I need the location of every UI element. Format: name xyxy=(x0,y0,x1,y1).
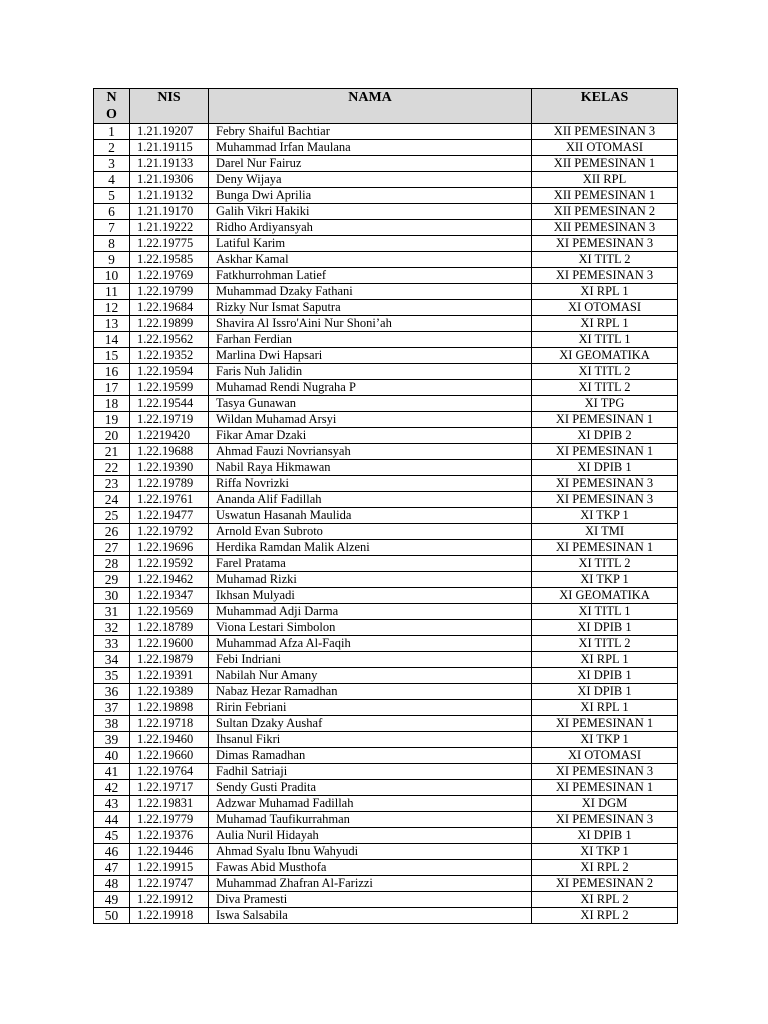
table-row xyxy=(94,140,678,156)
row-nis: 1.21.19222 xyxy=(130,220,209,236)
table-row xyxy=(94,396,678,412)
row-number: 22 xyxy=(94,460,130,476)
row-nama: Riffa Novrizki xyxy=(209,476,532,492)
row-number: 38 xyxy=(94,716,130,732)
row-kelas: XI PEMESINAN 3 xyxy=(532,236,678,252)
row-nama: Ririn Febriani xyxy=(209,700,532,716)
row-nis: 1.22.19879 xyxy=(130,652,209,668)
row-kelas: XII PEMESINAN 2 xyxy=(532,204,678,220)
row-kelas: XI TITL 2 xyxy=(532,364,678,380)
row-kelas: XII PEMESINAN 1 xyxy=(532,156,678,172)
row-kelas: XI TMI xyxy=(532,524,678,540)
row-nis: 1.21.19133 xyxy=(130,156,209,172)
row-nama: Nabilah Nur Amany xyxy=(209,668,532,684)
table-row xyxy=(94,284,678,300)
row-number: 12 xyxy=(94,300,130,316)
row-nama: Bunga Dwi Aprilia xyxy=(209,188,532,204)
table-row xyxy=(94,316,678,332)
row-kelas: XI DPIB 2 xyxy=(532,428,678,444)
row-kelas: XI PEMESINAN 1 xyxy=(532,716,678,732)
row-nis: 1.22.19769 xyxy=(130,268,209,284)
row-nama: Febry Shaiful Bachtiar xyxy=(209,124,532,140)
row-nama: Tasya Gunawan xyxy=(209,396,532,412)
table-row xyxy=(94,364,678,380)
row-kelas: XI RPL 2 xyxy=(532,860,678,876)
row-number: 21 xyxy=(94,444,130,460)
row-nis: 1.22.19789 xyxy=(130,476,209,492)
row-nis: 1.21.19170 xyxy=(130,204,209,220)
row-nis: 1.22.19446 xyxy=(130,844,209,860)
row-kelas: XI RPL 2 xyxy=(532,892,678,908)
row-number: 17 xyxy=(94,380,130,396)
row-nama: Dimas Ramadhan xyxy=(209,748,532,764)
table-row xyxy=(94,620,678,636)
table-row xyxy=(94,508,678,524)
row-kelas: XI DPIB 1 xyxy=(532,668,678,684)
row-nama: Darel Nur Fairuz xyxy=(209,156,532,172)
row-nis: 1.21.19207 xyxy=(130,124,209,140)
table-row xyxy=(94,908,678,924)
row-kelas: XI DGM xyxy=(532,796,678,812)
row-number: 15 xyxy=(94,348,130,364)
row-nis: 1.22.19600 xyxy=(130,636,209,652)
row-number: 27 xyxy=(94,540,130,556)
row-nama: Muhammad Dzaky Fathani xyxy=(209,284,532,300)
row-kelas: XII PEMESINAN 3 xyxy=(532,220,678,236)
row-nis: 1.2219420 xyxy=(130,428,209,444)
row-kelas: XI TITL 1 xyxy=(532,604,678,620)
row-nis: 1.22.19390 xyxy=(130,460,209,476)
row-nama: Nabaz Hezar Ramadhan xyxy=(209,684,532,700)
row-number: 50 xyxy=(94,908,130,924)
row-nis: 1.22.19376 xyxy=(130,828,209,844)
row-kelas: XI TITL 2 xyxy=(532,252,678,268)
row-kelas: XII OTOMASI xyxy=(532,140,678,156)
row-nama: Arnold Evan Subroto xyxy=(209,524,532,540)
table-row xyxy=(94,796,678,812)
row-number: 23 xyxy=(94,476,130,492)
row-nama: Ikhsan Mulyadi xyxy=(209,588,532,604)
row-nis: 1.22.19899 xyxy=(130,316,209,332)
row-number: 20 xyxy=(94,428,130,444)
table-row xyxy=(94,444,678,460)
row-nama: Fikar Amar Dzaki xyxy=(209,428,532,444)
row-number: 36 xyxy=(94,684,130,700)
row-number: 4 xyxy=(94,172,130,188)
table-row xyxy=(94,300,678,316)
row-kelas: XI PEMESINAN 1 xyxy=(532,540,678,556)
row-number: 40 xyxy=(94,748,130,764)
row-nis: 1.22.19389 xyxy=(130,684,209,700)
table-row xyxy=(94,556,678,572)
table-row xyxy=(94,652,678,668)
row-nis: 1.21.19306 xyxy=(130,172,209,188)
row-nis: 1.22.19599 xyxy=(130,380,209,396)
row-kelas: XI OTOMASI xyxy=(532,748,678,764)
row-kelas: XI DPIB 1 xyxy=(532,684,678,700)
row-number: 49 xyxy=(94,892,130,908)
row-nama: Askhar Kamal xyxy=(209,252,532,268)
table-row xyxy=(94,492,678,508)
row-nis: 1.22.19696 xyxy=(130,540,209,556)
row-nis: 1.22.19918 xyxy=(130,908,209,924)
row-nis: 1.22.19761 xyxy=(130,492,209,508)
row-nis: 1.22.19718 xyxy=(130,716,209,732)
row-nis: 1.22.19764 xyxy=(130,764,209,780)
row-nis: 1.22.19747 xyxy=(130,876,209,892)
row-nis: 1.22.19544 xyxy=(130,396,209,412)
row-number: 33 xyxy=(94,636,130,652)
table-row xyxy=(94,668,678,684)
row-nis: 1.22.19915 xyxy=(130,860,209,876)
row-nis: 1.22.19792 xyxy=(130,524,209,540)
row-number: 9 xyxy=(94,252,130,268)
row-nis: 1.22.19391 xyxy=(130,668,209,684)
row-number: 30 xyxy=(94,588,130,604)
row-nama: Fatkhurrohman Latief xyxy=(209,268,532,284)
row-nama: Adzwar Muhamad Fadillah xyxy=(209,796,532,812)
row-nis: 1.21.19132 xyxy=(130,188,209,204)
row-number: 24 xyxy=(94,492,130,508)
table-row xyxy=(94,876,678,892)
row-number: 1 xyxy=(94,124,130,140)
row-kelas: XI PEMESINAN 1 xyxy=(532,444,678,460)
student-table xyxy=(93,88,678,924)
row-nama: Ahmad Syalu Ibnu Wahyudi xyxy=(209,844,532,860)
row-nama: Aulia Nuril Hidayah xyxy=(209,828,532,844)
row-kelas: XI TKP 1 xyxy=(532,508,678,524)
row-number: 5 xyxy=(94,188,130,204)
table-row xyxy=(94,604,678,620)
row-number: 3 xyxy=(94,156,130,172)
header-kelas: KELAS xyxy=(532,89,678,124)
row-number: 43 xyxy=(94,796,130,812)
table-row xyxy=(94,524,678,540)
row-number: 13 xyxy=(94,316,130,332)
row-kelas: XI TPG xyxy=(532,396,678,412)
table-row xyxy=(94,332,678,348)
row-number: 7 xyxy=(94,220,130,236)
row-number: 18 xyxy=(94,396,130,412)
row-number: 28 xyxy=(94,556,130,572)
row-number: 32 xyxy=(94,620,130,636)
row-kelas: XI RPL 1 xyxy=(532,700,678,716)
row-kelas: XI TITL 1 xyxy=(532,332,678,348)
row-nis: 1.22.19585 xyxy=(130,252,209,268)
row-kelas: XI GEOMATIKA xyxy=(532,348,678,364)
table-row xyxy=(94,636,678,652)
row-kelas: XI PEMESINAN 1 xyxy=(532,412,678,428)
row-nama: Febi Indriani xyxy=(209,652,532,668)
row-nama: Ihsanul Fikri xyxy=(209,732,532,748)
row-nama: Muhamad Taufikurrahman xyxy=(209,812,532,828)
row-kelas: XI GEOMATIKA xyxy=(532,588,678,604)
row-nama: Muhamad Rendi Nugraha P xyxy=(209,380,532,396)
row-nama: Viona Lestari Simbolon xyxy=(209,620,532,636)
row-nama: Sultan Dzaky Aushaf xyxy=(209,716,532,732)
table-row xyxy=(94,892,678,908)
row-kelas: XI OTOMASI xyxy=(532,300,678,316)
row-nama: Farhan Ferdian xyxy=(209,332,532,348)
row-nis: 1.22.19562 xyxy=(130,332,209,348)
row-nis: 1.22.19347 xyxy=(130,588,209,604)
row-number: 2 xyxy=(94,140,130,156)
table-row xyxy=(94,188,678,204)
row-nis: 1.22.19912 xyxy=(130,892,209,908)
row-kelas: XII RPL xyxy=(532,172,678,188)
row-nis: 1.22.19799 xyxy=(130,284,209,300)
row-kelas: XI PEMESINAN 1 xyxy=(532,780,678,796)
row-number: 26 xyxy=(94,524,130,540)
row-kelas: XII PEMESINAN 1 xyxy=(532,188,678,204)
row-nis: 1.22.19569 xyxy=(130,604,209,620)
row-nama: Fadhil Satriaji xyxy=(209,764,532,780)
row-nama: Latiful Karim xyxy=(209,236,532,252)
row-nama: Iswa Salsabila xyxy=(209,908,532,924)
table-row xyxy=(94,572,678,588)
table-body xyxy=(94,124,678,924)
row-nama: Sendy Gusti Pradita xyxy=(209,780,532,796)
row-kelas: XI DPIB 1 xyxy=(532,828,678,844)
row-nama: Galih Vikri Hakiki xyxy=(209,204,532,220)
row-nis: 1.22.19831 xyxy=(130,796,209,812)
header-nis: NIS xyxy=(130,89,209,124)
row-kelas: XII PEMESINAN 3 xyxy=(532,124,678,140)
table-row xyxy=(94,700,678,716)
row-nis: 1.22.19462 xyxy=(130,572,209,588)
table-row xyxy=(94,460,678,476)
row-nama: Uswatun Hasanah Maulida xyxy=(209,508,532,524)
row-kelas: XI TITL 2 xyxy=(532,556,678,572)
student-list-sheet xyxy=(93,88,678,924)
row-nis: 1.22.19775 xyxy=(130,236,209,252)
row-nis: 1.22.19684 xyxy=(130,300,209,316)
table-row xyxy=(94,476,678,492)
table-row xyxy=(94,236,678,252)
row-nis: 1.22.19898 xyxy=(130,700,209,716)
row-number: 10 xyxy=(94,268,130,284)
row-nis: 1.22.19719 xyxy=(130,412,209,428)
row-nama: Muhammad Adji Darma xyxy=(209,604,532,620)
header-no: NO xyxy=(94,89,130,124)
table-row xyxy=(94,716,678,732)
table-row xyxy=(94,172,678,188)
row-nama: Farel Pratama xyxy=(209,556,532,572)
row-nama: Wildan Muhamad Arsyi xyxy=(209,412,532,428)
row-nama: Muhammad Irfan Maulana xyxy=(209,140,532,156)
table-row xyxy=(94,124,678,140)
row-kelas: XI PEMESINAN 2 xyxy=(532,876,678,892)
row-number: 29 xyxy=(94,572,130,588)
row-nama: Shavira Al Issro'Aini Nur Shoni’ah xyxy=(209,316,532,332)
table-row xyxy=(94,860,678,876)
table-row xyxy=(94,412,678,428)
row-number: 16 xyxy=(94,364,130,380)
row-number: 6 xyxy=(94,204,130,220)
row-number: 31 xyxy=(94,604,130,620)
table-row xyxy=(94,844,678,860)
row-nama: Rizky Nur Ismat Saputra xyxy=(209,300,532,316)
row-nama: Ananda Alif Fadillah xyxy=(209,492,532,508)
row-nis: 1.22.19779 xyxy=(130,812,209,828)
table-row xyxy=(94,156,678,172)
row-kelas: XI DPIB 1 xyxy=(532,460,678,476)
table-row xyxy=(94,812,678,828)
row-nis: 1.22.19717 xyxy=(130,780,209,796)
row-number: 41 xyxy=(94,764,130,780)
row-nama: Muhammad Afza Al-Faqih xyxy=(209,636,532,652)
row-number: 25 xyxy=(94,508,130,524)
row-kelas: XI RPL 1 xyxy=(532,284,678,300)
row-number: 47 xyxy=(94,860,130,876)
table-row xyxy=(94,428,678,444)
row-nama: Deny Wijaya xyxy=(209,172,532,188)
row-nis: 1.22.19460 xyxy=(130,732,209,748)
row-nama: Nabil Raya Hikmawan xyxy=(209,460,532,476)
row-number: 14 xyxy=(94,332,130,348)
row-nis: 1.22.19592 xyxy=(130,556,209,572)
table-row xyxy=(94,588,678,604)
row-nis: 1.21.19115 xyxy=(130,140,209,156)
header-nama: NAMA xyxy=(209,89,532,124)
row-number: 45 xyxy=(94,828,130,844)
table-row xyxy=(94,348,678,364)
table-row xyxy=(94,540,678,556)
row-kelas: XI PEMESINAN 3 xyxy=(532,268,678,284)
row-number: 34 xyxy=(94,652,130,668)
row-number: 44 xyxy=(94,812,130,828)
table-row xyxy=(94,268,678,284)
row-nis: 1.22.19352 xyxy=(130,348,209,364)
row-number: 11 xyxy=(94,284,130,300)
row-nama: Ahmad Fauzi Novriansyah xyxy=(209,444,532,460)
row-nama: Muhammad Zhafran Al-Farizzi xyxy=(209,876,532,892)
table-row xyxy=(94,380,678,396)
header-row xyxy=(94,89,678,124)
row-nis: 1.22.19660 xyxy=(130,748,209,764)
row-kelas: XI PEMESINAN 3 xyxy=(532,476,678,492)
row-number: 37 xyxy=(94,700,130,716)
row-kelas: XI PEMESINAN 3 xyxy=(532,812,678,828)
row-number: 19 xyxy=(94,412,130,428)
table-row xyxy=(94,252,678,268)
row-kelas: XI TKP 1 xyxy=(532,844,678,860)
table-row xyxy=(94,732,678,748)
row-number: 35 xyxy=(94,668,130,684)
row-kelas: XI TITL 2 xyxy=(532,380,678,396)
row-kelas: XI RPL 2 xyxy=(532,908,678,924)
row-nama: Diva Pramesti xyxy=(209,892,532,908)
row-nama: Fawas Abid Musthofa xyxy=(209,860,532,876)
row-number: 48 xyxy=(94,876,130,892)
row-nama: Marlina Dwi Hapsari xyxy=(209,348,532,364)
row-nis: 1.22.19688 xyxy=(130,444,209,460)
row-nama: Faris Nuh Jalidin xyxy=(209,364,532,380)
row-kelas: XI PEMESINAN 3 xyxy=(532,764,678,780)
row-number: 39 xyxy=(94,732,130,748)
row-kelas: XI RPL 1 xyxy=(532,652,678,668)
table-row xyxy=(94,220,678,236)
row-number: 46 xyxy=(94,844,130,860)
row-nama: Ridho Ardiyansyah xyxy=(209,220,532,236)
row-number: 8 xyxy=(94,236,130,252)
row-nis: 1.22.18789 xyxy=(130,620,209,636)
row-nis: 1.22.19594 xyxy=(130,364,209,380)
row-kelas: XI PEMESINAN 3 xyxy=(532,492,678,508)
table-row xyxy=(94,684,678,700)
row-kelas: XI TITL 2 xyxy=(532,636,678,652)
row-nis: 1.22.19477 xyxy=(130,508,209,524)
table-row xyxy=(94,780,678,796)
row-kelas: XI RPL 1 xyxy=(532,316,678,332)
row-kelas: XI TKP 1 xyxy=(532,572,678,588)
table-row xyxy=(94,748,678,764)
row-kelas: XI TKP 1 xyxy=(532,732,678,748)
table-row xyxy=(94,204,678,220)
table-row xyxy=(94,828,678,844)
row-nama: Herdika Ramdan Malik Alzeni xyxy=(209,540,532,556)
row-nama: Muhamad Rizki xyxy=(209,572,532,588)
row-number: 42 xyxy=(94,780,130,796)
row-kelas: XI DPIB 1 xyxy=(532,620,678,636)
table-row xyxy=(94,764,678,780)
